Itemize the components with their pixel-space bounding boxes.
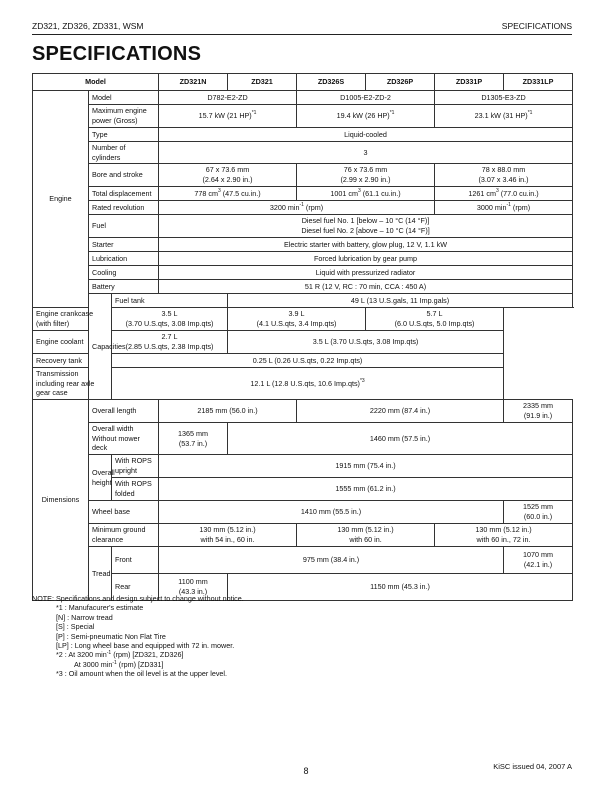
bore-imperial: (3.07 x 3.46 in.) (478, 175, 529, 185)
tread-front-imperial: (42.1 in.) (523, 560, 553, 570)
crankcase-label: Engine crankcase (36, 309, 94, 319)
note-special: [S] : Special (56, 622, 95, 632)
row-label: Number of cylinders (89, 142, 159, 164)
table-row (33, 293, 573, 307)
row-label: Bore and stroke (89, 164, 159, 186)
cell-value (159, 200, 435, 214)
model-col-zd326s: ZD326S (297, 74, 366, 91)
cell-value: 51 R (12 V, RC : 70 min, CCA : 450 A) (159, 279, 573, 293)
bore-imperial: (2.99 x 2.90 in.) (340, 175, 391, 185)
superscript: -1 (106, 650, 112, 657)
specifications-table (32, 73, 573, 601)
fuel-line-1: Diesel fuel No. 1 [below – 10 °C (14 °F)] (301, 216, 430, 226)
table-row (33, 91, 573, 105)
superscript: 3 (495, 187, 499, 194)
clearance-note: with 60 in., 72 in. (476, 535, 531, 545)
row-label: Total displacement (89, 186, 159, 200)
table-row (33, 501, 573, 524)
page-title: SPECIFICATIONS (32, 43, 202, 65)
table-row (33, 200, 573, 214)
sub-row-label: Rear (112, 574, 159, 601)
cell-value (159, 186, 297, 200)
power-value: 15.7 kW (21 HP) (198, 111, 252, 121)
footnote-marker: *1 (251, 110, 257, 117)
row-label: Transmission including rear axle gear case (33, 367, 112, 399)
row-label: Wheel base (89, 501, 159, 524)
cell-value: 1555 mm (61.2 in.) (159, 478, 573, 501)
model-col-zd331p: ZD331P (435, 74, 504, 91)
table-row (33, 186, 573, 200)
row-label: Fuel tank (112, 293, 228, 307)
coolant-liters: 2.7 L (161, 332, 178, 342)
header-divider (32, 34, 572, 35)
cell-value: 1410 mm (55.5 in.) (159, 501, 504, 524)
table-row (33, 524, 573, 547)
cell-value (435, 186, 573, 200)
displacement-unit: (61.1 cu.in.) (360, 188, 401, 198)
transmission-value: 12.1 L (12.8 U.S.qts, 10.6 Imp.qts) (250, 378, 360, 388)
crankcase-qts: (6.0 U.S.qts, 5.0 Imp.qts) (394, 318, 475, 328)
wheelbase-imperial: (60.0 in.) (523, 512, 553, 522)
tread-front-metric: 1070 mm (523, 550, 553, 560)
cell-value (159, 105, 297, 128)
row-label: Recovery tank (33, 353, 112, 367)
note-3: *3 : Oil amount when the oil level is at the upper level. (56, 669, 227, 679)
cell-value: Liquid-cooled (159, 128, 573, 142)
cell-value (297, 105, 435, 128)
footnote-marker: *1 (389, 110, 395, 117)
tread-rear-metric: 1100 mm (178, 577, 208, 587)
row-label: Overall height (89, 455, 112, 501)
bore-metric: 67 x 73.6 mm (205, 165, 250, 175)
length-imperial: (91.9 in.) (523, 411, 553, 421)
cell-value: 2185 mm (56.0 in.) (159, 400, 297, 423)
header-doc-title: ZD321, ZD326, ZD331, WSM (32, 21, 144, 31)
cell-value (297, 164, 435, 186)
cell-value: 0.25 L (0.26 U.S.qts, 0.22 Imp.qts) (112, 353, 504, 367)
power-value: 23.1 kW (31 HP) (474, 111, 528, 121)
bore-metric: 78 x 88.0 mm (481, 165, 526, 175)
footnote-marker: *1 (527, 110, 533, 117)
cell-value (112, 367, 504, 399)
header-section-title: SPECIFICATIONS (501, 21, 572, 31)
note-2b-tail: (rpm) [ZD331] (116, 659, 164, 669)
note-2a-tail: (rpm) [ZD321, ZD326] (111, 650, 184, 660)
cell-value (435, 524, 573, 547)
crankcase-label-sub: (with filter) (36, 318, 70, 328)
table-row (33, 279, 573, 293)
crankcase-liters: 3.9 L (288, 309, 305, 319)
row-label: Model (89, 91, 159, 105)
table-row (33, 128, 573, 142)
table-row (33, 142, 573, 164)
revolution-unit: (rpm) (510, 202, 531, 212)
coolant-qts: (2.85 U.S.qts, 2.38 Imp.qts) (125, 341, 214, 351)
note-semi-pneumatic: [P] : Semi-pneumatic Non Flat Tire (56, 631, 166, 641)
cell-value (112, 307, 228, 330)
note-2b-text: At 3000 min (74, 659, 113, 669)
cell-value (435, 200, 573, 214)
clearance-metric: 130 mm (5.12 in.) (199, 525, 256, 535)
table-row (33, 251, 573, 265)
issue-label: KiSC issued 04, 2007 A (493, 762, 572, 771)
table-row (33, 367, 573, 399)
cell-value: D782-E2-ZD (159, 91, 297, 105)
cell-value (504, 501, 573, 524)
superscript: 3 (217, 187, 221, 194)
cell-value: 1915 mm (75.4 in.) (159, 455, 573, 478)
sub-row-label: Front (112, 547, 159, 574)
cell-value: 1460 mm (57.5 in.) (228, 423, 573, 455)
row-label: Overall length (89, 400, 159, 423)
row-label: Maximum engine power (Gross) (89, 105, 159, 128)
section-capacities: Capacities (89, 293, 112, 399)
cell-value: D1305-E3-ZD (435, 91, 573, 105)
superscript: -1 (299, 201, 304, 208)
row-label: Cooling (89, 265, 159, 279)
note-2a (32, 650, 244, 659)
table-row (33, 478, 573, 501)
note-1: *1 : Manufacurer's estimate (56, 603, 144, 613)
table-row (33, 214, 573, 237)
revolution-value: 3200 min (269, 202, 300, 212)
row-label: Starter (89, 237, 159, 251)
cell-value (159, 423, 228, 455)
table-row (33, 547, 573, 574)
revolution-value: 3000 min (476, 202, 507, 212)
cell-value (228, 307, 366, 330)
cell-value (435, 105, 573, 128)
superscript: -1 (112, 659, 117, 666)
wheelbase-metric: 1525 mm (523, 502, 553, 512)
section-engine: Engine (33, 91, 89, 308)
table-row (33, 265, 573, 279)
cell-value: D1005-E2-ZD-2 (297, 91, 435, 105)
sub-row-label: With ROPS folded (112, 478, 159, 501)
table-row (33, 423, 573, 455)
cell-value (159, 164, 297, 186)
cell-value: 975 mm (38.4 in.) (159, 547, 504, 574)
bore-imperial: (2.64 x 2.90 in.) (202, 175, 253, 185)
cell-value (159, 214, 573, 237)
tread-rear-imperial: (43.3 in.) (178, 587, 208, 597)
bore-metric: 76 x 73.6 mm (343, 165, 388, 175)
model-col-zd321n: ZD321N (159, 74, 228, 91)
cell-value: Electric starter with battery, glow plug, 12 V, 1.1 kW (159, 237, 573, 251)
model-col-zd321: ZD321 (228, 74, 297, 91)
crankcase-liters: 5.7 L (426, 309, 443, 319)
displacement-value: 1001 cm (330, 188, 358, 198)
displacement-value: 778 cm (194, 188, 218, 198)
cell-value: 2220 mm (87.4 in.) (297, 400, 504, 423)
displacement-unit: (47.5 cu.in.) (220, 188, 261, 198)
cell-value (159, 524, 297, 547)
table-row (33, 105, 573, 128)
page-number: 8 (303, 766, 309, 776)
row-label: Rated revolution (89, 200, 159, 214)
row-label: Lubrication (89, 251, 159, 265)
clearance-metric: 130 mm (5.12 in.) (475, 525, 532, 535)
note-2a-text: *2 : At 3200 min (56, 650, 107, 660)
cell-value: Liquid with pressurized radiator (159, 265, 573, 279)
row-label: Battery (89, 279, 159, 293)
cell-value (112, 330, 228, 353)
row-label: Fuel (89, 214, 159, 237)
crankcase-qts: (3.70 U.S.qts, 3.08 Imp.qts) (125, 318, 214, 328)
cell-value (297, 186, 435, 200)
cell-value: 3.5 L (3.70 U.S.qts, 3.08 Imp.qts) (228, 330, 504, 353)
cell-value (435, 164, 573, 186)
cell-value: 1150 mm (45.3 in.) (228, 574, 573, 601)
cell-value: 49 L (13 U.S.gals, 11 Imp.gals) (228, 293, 573, 307)
section-dimensions: Dimensions (33, 400, 89, 601)
table-row (33, 455, 573, 478)
model-col-zd331lp: ZD331LP (504, 74, 573, 91)
model-col-zd326p: ZD326P (366, 74, 435, 91)
cell-value (504, 400, 573, 423)
superscript: -1 (506, 201, 511, 208)
fuel-line-2: Diesel fuel No. 2 [above – 10 °C (14 °F)] (301, 225, 430, 235)
table-row (33, 237, 573, 251)
width-metric: 1365 mm (178, 428, 208, 438)
displacement-value: 1261 cm (468, 188, 496, 198)
length-metric: 2335 mm (523, 401, 553, 411)
row-label: Overall width Without mower deck (89, 423, 159, 455)
cell-value (504, 547, 573, 574)
clearance-note: with 60 in. (349, 535, 382, 545)
table-row (33, 164, 573, 186)
note-narrow: [N] : Narrow tread (56, 612, 113, 622)
superscript: 3 (357, 187, 361, 194)
note-intro: NOTE: Specifications and design subject to change without notice. (32, 594, 244, 603)
cell-value (297, 524, 435, 547)
cell-value: Forced lubrication by gear pump (159, 251, 573, 265)
width-imperial: (53.7 in.) (178, 438, 208, 448)
cell-value: 3 (159, 142, 573, 164)
crankcase-liters: 3.5 L (161, 309, 178, 319)
notes-block (32, 594, 244, 679)
row-label: Type (89, 128, 159, 142)
table-row (33, 353, 573, 367)
power-value: 19.4 kW (26 HP) (336, 111, 390, 121)
revolution-unit: (rpm) (303, 202, 324, 212)
displacement-unit: (77.0 cu.in.) (498, 188, 539, 198)
row-label: Minimum ground clearance (89, 524, 159, 547)
cell-value (366, 307, 504, 330)
row-label: Engine coolant (33, 330, 112, 353)
table-row (33, 307, 573, 330)
table-row (33, 400, 573, 423)
row-label (33, 307, 112, 330)
note-long-wheelbase: [LP] : Long wheel base and equipped with 72 in. mower. (56, 641, 235, 651)
note-2b (32, 660, 244, 669)
table-header-row (33, 74, 573, 91)
footnote-marker: *3 (359, 377, 365, 384)
model-header: Model (33, 74, 159, 91)
row-label: Tread (89, 547, 112, 601)
clearance-note: with 54 in., 60 in. (200, 535, 255, 545)
clearance-metric: 130 mm (5.12 in.) (337, 525, 394, 535)
sub-row-label: With ROPS upright (112, 455, 159, 478)
crankcase-qts: (4.1 U.S.qts, 3.4 Imp.qts) (256, 318, 337, 328)
